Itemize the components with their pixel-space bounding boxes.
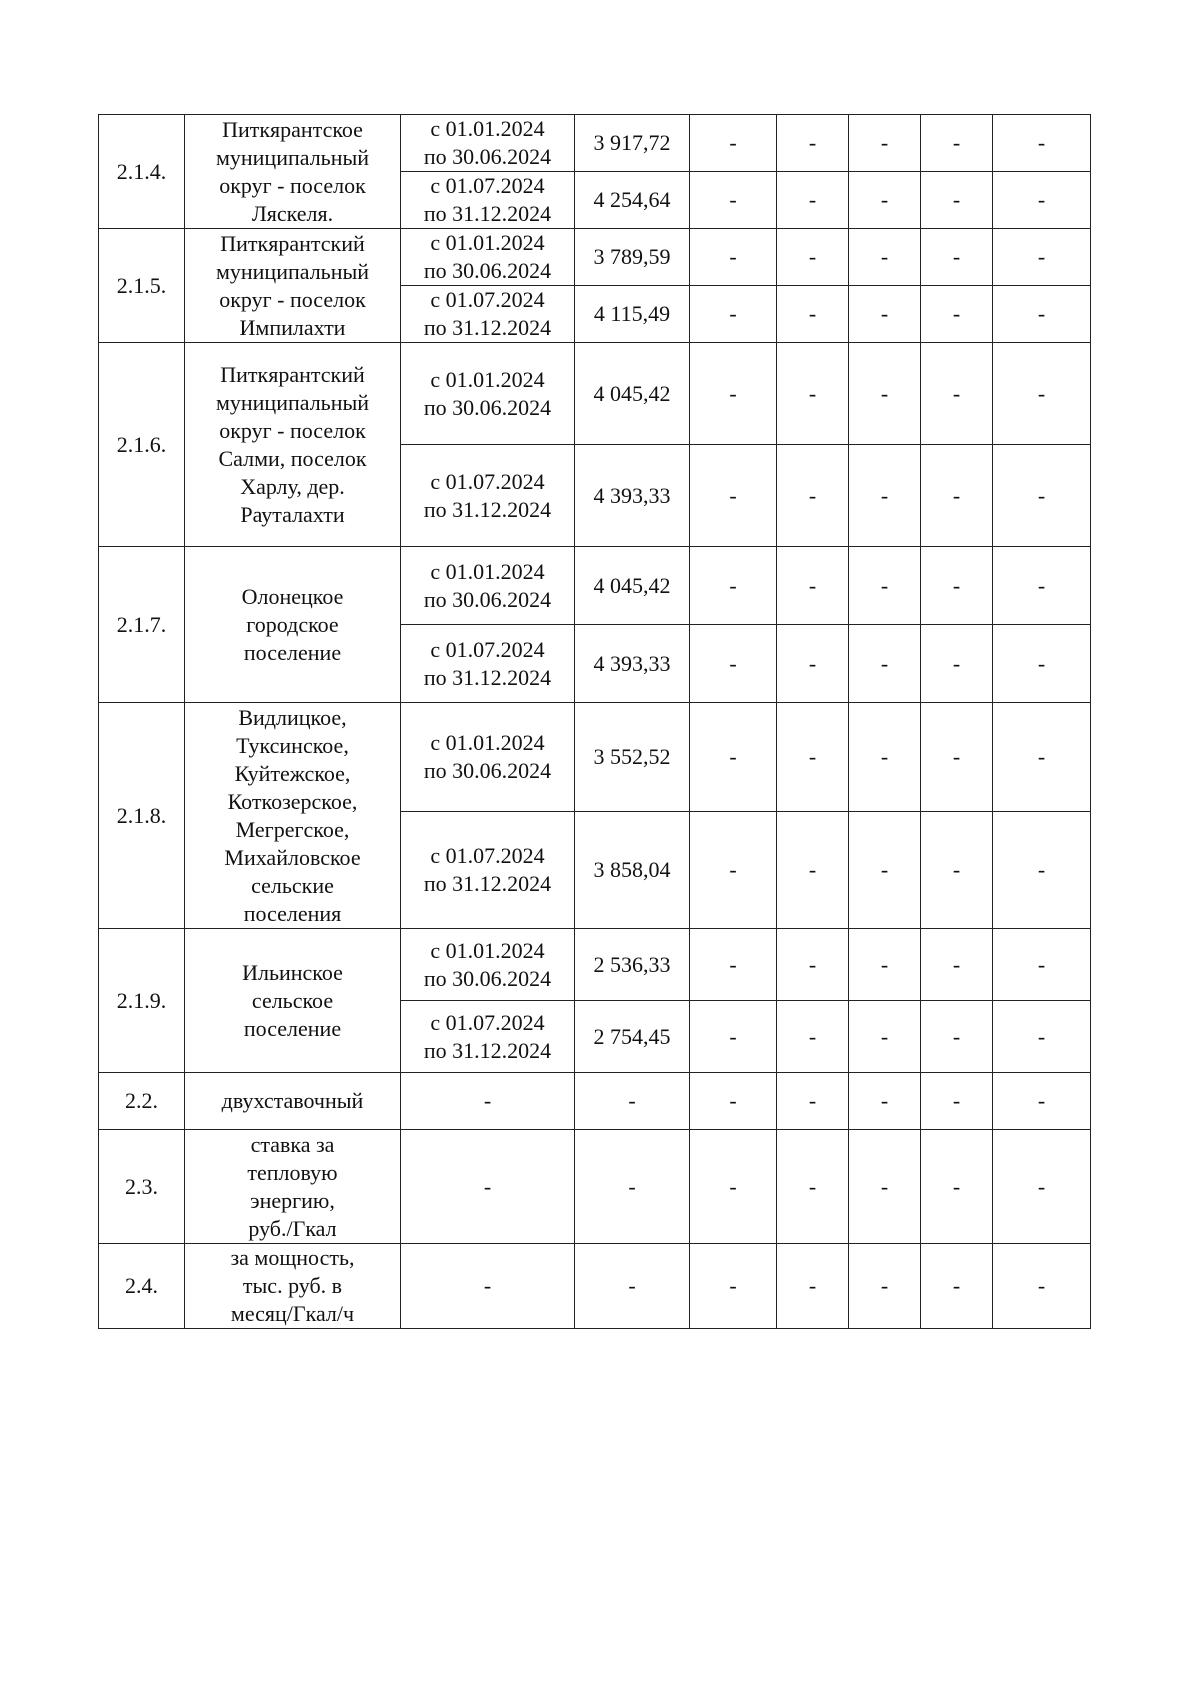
empty-value-cell [921, 445, 993, 547]
tariff-value-cell-text: 2 536,33 [593, 951, 671, 977]
empty-value-cell-text: - [808, 572, 817, 598]
empty-value-cell-text: - [808, 951, 817, 977]
empty-value-cell-text: - [729, 1088, 737, 1113]
empty-value-cell-text: - [880, 1273, 889, 1298]
empty-value-cell [849, 547, 921, 625]
row-code [99, 1130, 185, 1244]
empty-value-cell-text: - [880, 572, 889, 598]
empty-value-cell [993, 445, 1091, 547]
empty-value-cell-text: - [952, 244, 961, 269]
empty-value-cell [849, 229, 921, 286]
row-name [185, 229, 401, 343]
empty-value-cell-text: - [880, 380, 889, 406]
row-name-text: за мощность, тыс. руб. в месяц/Гкал/ч [230, 1245, 355, 1326]
empty-value-cell-text: - [729, 1173, 737, 1199]
empty-value-cell [690, 1001, 777, 1073]
empty-value-cell-text: - [808, 744, 817, 769]
empty-value-cell-text: - [1037, 857, 1046, 882]
period-cell-text: - [483, 1273, 492, 1298]
empty-value-cell-text: - [729, 130, 737, 155]
tariff-value-cell-text: 3 789,59 [593, 244, 671, 269]
empty-value-cell-text: - [808, 244, 817, 269]
tariff-value-cell-text: - [628, 1088, 636, 1113]
empty-value-cell [921, 172, 993, 229]
empty-value-cell [849, 343, 921, 445]
empty-value-cell-text: - [1037, 951, 1046, 977]
empty-value-cell-text: - [729, 572, 737, 598]
empty-value-cell [921, 929, 993, 1001]
empty-value-cell-text: - [1037, 482, 1046, 508]
tariff-value-cell-text: 4 045,42 [593, 380, 671, 406]
period-cell [401, 625, 575, 703]
tariff-value-cell-text: 3 917,72 [593, 130, 671, 155]
empty-value-cell [777, 1244, 849, 1329]
empty-value-cell [690, 1073, 777, 1130]
empty-value-cell-text: - [880, 744, 889, 769]
empty-value-cell [777, 703, 849, 812]
period-cell-text: с 01.01.2024 по 30.06.2024 [423, 558, 552, 612]
tariff-value-cell-text: 3 858,04 [593, 857, 671, 882]
row-code [99, 929, 185, 1073]
empty-value-cell-text: - [808, 482, 817, 508]
empty-value-cell-text: - [952, 187, 961, 212]
empty-value-cell [849, 703, 921, 812]
empty-value-cell [993, 547, 1091, 625]
row-code-text: 2.3. [125, 1173, 158, 1199]
empty-value-cell-text: - [729, 1273, 737, 1298]
empty-value-cell [690, 625, 777, 703]
row-code [99, 343, 185, 547]
row-name [185, 1244, 401, 1329]
empty-value-cell [993, 343, 1091, 445]
period-cell [401, 547, 575, 625]
empty-value-cell-text: - [729, 482, 737, 508]
empty-value-cell-text: - [952, 1173, 961, 1199]
tariff-value-cell-text: 4 254,64 [593, 187, 671, 212]
row-code [99, 115, 185, 229]
empty-value-cell [849, 1244, 921, 1329]
empty-value-cell [690, 286, 777, 343]
period-cell [401, 1073, 575, 1130]
empty-value-cell-text: - [729, 857, 737, 882]
row-code-text: 2.4. [125, 1273, 158, 1298]
empty-value-cell [921, 1073, 993, 1130]
empty-value-cell-text: - [729, 1023, 737, 1049]
row-name-text: Питкярантский муниципальный округ - поселок Салми, поселок Харлу, дер. Рауталахти [215, 361, 370, 527]
empty-value-cell [993, 812, 1091, 929]
row-code-text: 2.1.7. [116, 611, 167, 637]
empty-value-cell-text: - [880, 951, 889, 977]
empty-value-cell [993, 172, 1091, 229]
empty-value-cell [849, 1130, 921, 1244]
empty-value-cell-text: - [1037, 1173, 1046, 1199]
period-cell-text: с 01.07.2024 по 31.12.2024 [423, 468, 552, 522]
row-name-text: Ильинское сельское поселение [242, 959, 343, 1041]
tariff-value-cell [575, 343, 690, 445]
empty-value-cell [993, 625, 1091, 703]
row-name-text: Питкярантское муниципальный округ - поселок Ляскеля. [215, 116, 370, 226]
empty-value-cell [777, 286, 849, 343]
row-code [99, 1073, 185, 1130]
empty-value-cell [690, 547, 777, 625]
empty-value-cell [993, 1244, 1091, 1329]
period-cell [401, 812, 575, 929]
tariff-value-cell [575, 229, 690, 286]
table-row [99, 343, 1091, 445]
empty-value-cell [993, 286, 1091, 343]
empty-value-cell-text: - [1037, 1088, 1046, 1113]
empty-value-cell-text: - [952, 380, 961, 406]
empty-value-cell-text: - [880, 301, 889, 326]
empty-value-cell [993, 1001, 1091, 1073]
empty-value-cell-text: - [808, 187, 817, 212]
empty-value-cell [777, 929, 849, 1001]
row-code [99, 547, 185, 703]
empty-value-cell [690, 445, 777, 547]
tariff-value-cell [575, 115, 690, 172]
empty-value-cell [993, 115, 1091, 172]
row-name [185, 547, 401, 703]
empty-value-cell [849, 115, 921, 172]
empty-value-cell [921, 286, 993, 343]
empty-value-cell-text: - [1037, 130, 1046, 155]
empty-value-cell-text: - [1037, 1023, 1046, 1049]
period-cell-text: с 01.01.2024 по 30.06.2024 [423, 730, 552, 783]
tariff-value-cell-text: - [628, 1173, 636, 1199]
row-name-text: Олонецкое городское поселение [241, 583, 344, 665]
empty-value-cell [690, 929, 777, 1001]
empty-value-cell [921, 1130, 993, 1244]
empty-value-cell-text: - [1037, 572, 1046, 598]
tariff-value-cell [575, 445, 690, 547]
empty-value-cell-text: - [880, 857, 889, 882]
table-row [99, 229, 1091, 286]
empty-value-cell [993, 1130, 1091, 1244]
empty-value-cell [921, 229, 993, 286]
empty-value-cell [849, 1001, 921, 1073]
empty-value-cell-text: - [952, 857, 961, 882]
empty-value-cell [993, 229, 1091, 286]
empty-value-cell-text: - [880, 1088, 889, 1113]
empty-value-cell [777, 445, 849, 547]
empty-value-cell-text: - [729, 244, 737, 269]
tariff-value-cell [575, 172, 690, 229]
empty-value-cell [690, 812, 777, 929]
tariff-value-cell-text: - [628, 1273, 636, 1298]
empty-value-cell-text: - [952, 1088, 961, 1113]
tariff-value-cell-text: 4 115,49 [593, 301, 671, 326]
empty-value-cell-text: - [952, 130, 961, 155]
period-cell [401, 229, 575, 286]
empty-value-cell [777, 1073, 849, 1130]
period-cell [401, 115, 575, 172]
empty-value-cell [921, 625, 993, 703]
row-code-text: 2.1.4. [116, 158, 167, 184]
empty-value-cell [849, 1073, 921, 1130]
tariff-value-cell [575, 1130, 690, 1244]
tariff-value-cell [575, 1001, 690, 1073]
empty-value-cell [777, 172, 849, 229]
period-cell-text: с 01.01.2024 по 30.06.2024 [423, 230, 552, 283]
empty-value-cell-text: - [1037, 1273, 1046, 1298]
empty-value-cell [921, 703, 993, 812]
empty-value-cell [690, 115, 777, 172]
row-code-text: 2.1.5. [116, 272, 167, 298]
row-code [99, 703, 185, 929]
empty-value-cell-text: - [880, 650, 889, 676]
empty-value-cell-text: - [880, 482, 889, 508]
empty-value-cell-text: - [1037, 650, 1046, 676]
period-cell-text: с 01.01.2024 по 30.06.2024 [423, 116, 552, 169]
tariff-value-cell [575, 703, 690, 812]
row-code-text: 2.1.8. [116, 802, 167, 828]
empty-value-cell-text: - [729, 380, 737, 406]
empty-value-cell-text: - [808, 1023, 817, 1049]
row-code-text: 2.2. [125, 1088, 158, 1113]
empty-value-cell-text: - [729, 301, 737, 326]
empty-value-cell-text: - [952, 744, 961, 769]
table-row [99, 115, 1091, 172]
row-name-text: ставка за тепловую энергию, руб./Гкал [247, 1131, 338, 1241]
empty-value-cell-text: - [808, 1173, 817, 1199]
row-name-text: двухставочный [221, 1088, 364, 1113]
empty-value-cell-text: - [952, 1273, 961, 1298]
period-cell [401, 1130, 575, 1244]
empty-value-cell [777, 625, 849, 703]
empty-value-cell-text: - [952, 650, 961, 676]
empty-value-cell [777, 812, 849, 929]
empty-value-cell [921, 1001, 993, 1073]
period-cell-text: с 01.07.2024 по 31.12.2024 [423, 287, 552, 340]
empty-value-cell [777, 547, 849, 625]
empty-value-cell-text: - [880, 130, 889, 155]
empty-value-cell-text: - [1037, 244, 1046, 269]
row-code-text: 2.1.6. [116, 431, 167, 457]
table-body [99, 115, 1091, 1329]
tariff-value-cell [575, 1073, 690, 1130]
row-name [185, 115, 401, 229]
row-code [99, 1244, 185, 1329]
row-name [185, 343, 401, 547]
empty-value-cell-text: - [808, 380, 817, 406]
tariff-value-cell [575, 625, 690, 703]
row-name-text: Видлицкое, Туксинское, Куйтежское, Коткозерское, Мегрегское, Михайловское сельские поселения [224, 704, 361, 926]
table-row [99, 1073, 1091, 1130]
period-cell-text: с 01.07.2024 по 31.12.2024 [423, 173, 552, 226]
empty-value-cell [849, 929, 921, 1001]
tariff-value-cell [575, 812, 690, 929]
period-cell-text: - [483, 1173, 492, 1199]
empty-value-cell [777, 1130, 849, 1244]
period-cell-text: с 01.01.2024 по 30.06.2024 [423, 937, 552, 991]
empty-value-cell [921, 547, 993, 625]
period-cell-text: - [483, 1088, 492, 1113]
empty-value-cell [921, 115, 993, 172]
empty-value-cell-text: - [1037, 301, 1046, 326]
empty-value-cell [690, 1130, 777, 1244]
empty-value-cell-text: - [808, 301, 817, 326]
period-cell [401, 1001, 575, 1073]
period-cell [401, 1244, 575, 1329]
empty-value-cell [777, 343, 849, 445]
empty-value-cell-text: - [880, 244, 889, 269]
empty-value-cell-text: - [880, 1173, 889, 1199]
table-row [99, 929, 1091, 1001]
tariff-value-cell [575, 547, 690, 625]
table-row [99, 1130, 1091, 1244]
empty-value-cell-text: - [952, 572, 961, 598]
tariff-value-cell [575, 286, 690, 343]
empty-value-cell [690, 229, 777, 286]
empty-value-cell-text: - [1037, 187, 1046, 212]
empty-value-cell-text: - [952, 482, 961, 508]
tariff-value-cell [575, 1244, 690, 1329]
period-cell [401, 929, 575, 1001]
row-name-text: Питкярантский муниципальный округ - поселок Импилахти [215, 230, 370, 340]
period-cell [401, 703, 575, 812]
empty-value-cell-text: - [729, 951, 737, 977]
tariff-value-cell-text: 4 393,33 [593, 650, 671, 676]
empty-value-cell [849, 172, 921, 229]
empty-value-cell [690, 343, 777, 445]
row-code-text: 2.1.9. [116, 987, 167, 1013]
empty-value-cell-text: - [880, 1023, 889, 1049]
empty-value-cell [849, 286, 921, 343]
empty-value-cell [777, 115, 849, 172]
empty-value-cell-text: - [808, 1273, 817, 1298]
table-row [99, 703, 1091, 812]
period-cell [401, 445, 575, 547]
row-name [185, 1130, 401, 1244]
empty-value-cell [777, 229, 849, 286]
empty-value-cell [993, 929, 1091, 1001]
empty-value-cell [849, 445, 921, 547]
empty-value-cell [690, 1244, 777, 1329]
tariff-value-cell-text: 4 045,42 [593, 572, 671, 598]
empty-value-cell [993, 1073, 1091, 1130]
empty-value-cell-text: - [952, 951, 961, 977]
period-cell [401, 343, 575, 445]
empty-value-cell-text: - [1037, 380, 1046, 406]
empty-value-cell [993, 703, 1091, 812]
tariff-value-cell [575, 929, 690, 1001]
empty-value-cell-text: - [1037, 744, 1046, 769]
table-row [99, 547, 1091, 625]
empty-value-cell [921, 812, 993, 929]
empty-value-cell-text: - [808, 650, 817, 676]
empty-value-cell-text: - [729, 650, 737, 676]
empty-value-cell-text: - [729, 744, 737, 769]
empty-value-cell-text: - [808, 857, 817, 882]
row-name [185, 1073, 401, 1130]
period-cell-text: с 01.07.2024 по 31.12.2024 [423, 1009, 552, 1063]
period-cell [401, 172, 575, 229]
empty-value-cell [849, 625, 921, 703]
empty-value-cell [921, 343, 993, 445]
period-cell-text: с 01.01.2024 по 30.06.2024 [423, 366, 552, 420]
empty-value-cell [777, 1001, 849, 1073]
empty-value-cell [921, 1244, 993, 1329]
row-name [185, 703, 401, 929]
empty-value-cell [690, 172, 777, 229]
empty-value-cell-text: - [952, 301, 961, 326]
table-row [99, 1244, 1091, 1329]
tariff-value-cell-text: 2 754,45 [593, 1023, 671, 1049]
period-cell-text: с 01.07.2024 по 31.12.2024 [423, 843, 552, 896]
empty-value-cell-text: - [729, 187, 737, 212]
empty-value-cell-text: - [808, 130, 817, 155]
empty-value-cell-text: - [880, 187, 889, 212]
empty-value-cell [849, 812, 921, 929]
tariff-value-cell-text: 3 552,52 [593, 744, 671, 769]
empty-value-cell [690, 703, 777, 812]
row-name [185, 929, 401, 1073]
empty-value-cell-text: - [952, 1023, 961, 1049]
tariff-table [98, 114, 1091, 1329]
empty-value-cell-text: - [808, 1088, 817, 1113]
row-code [99, 229, 185, 343]
tariff-value-cell-text: 4 393,33 [593, 482, 671, 508]
period-cell [401, 286, 575, 343]
period-cell-text: с 01.07.2024 по 31.12.2024 [423, 636, 552, 690]
